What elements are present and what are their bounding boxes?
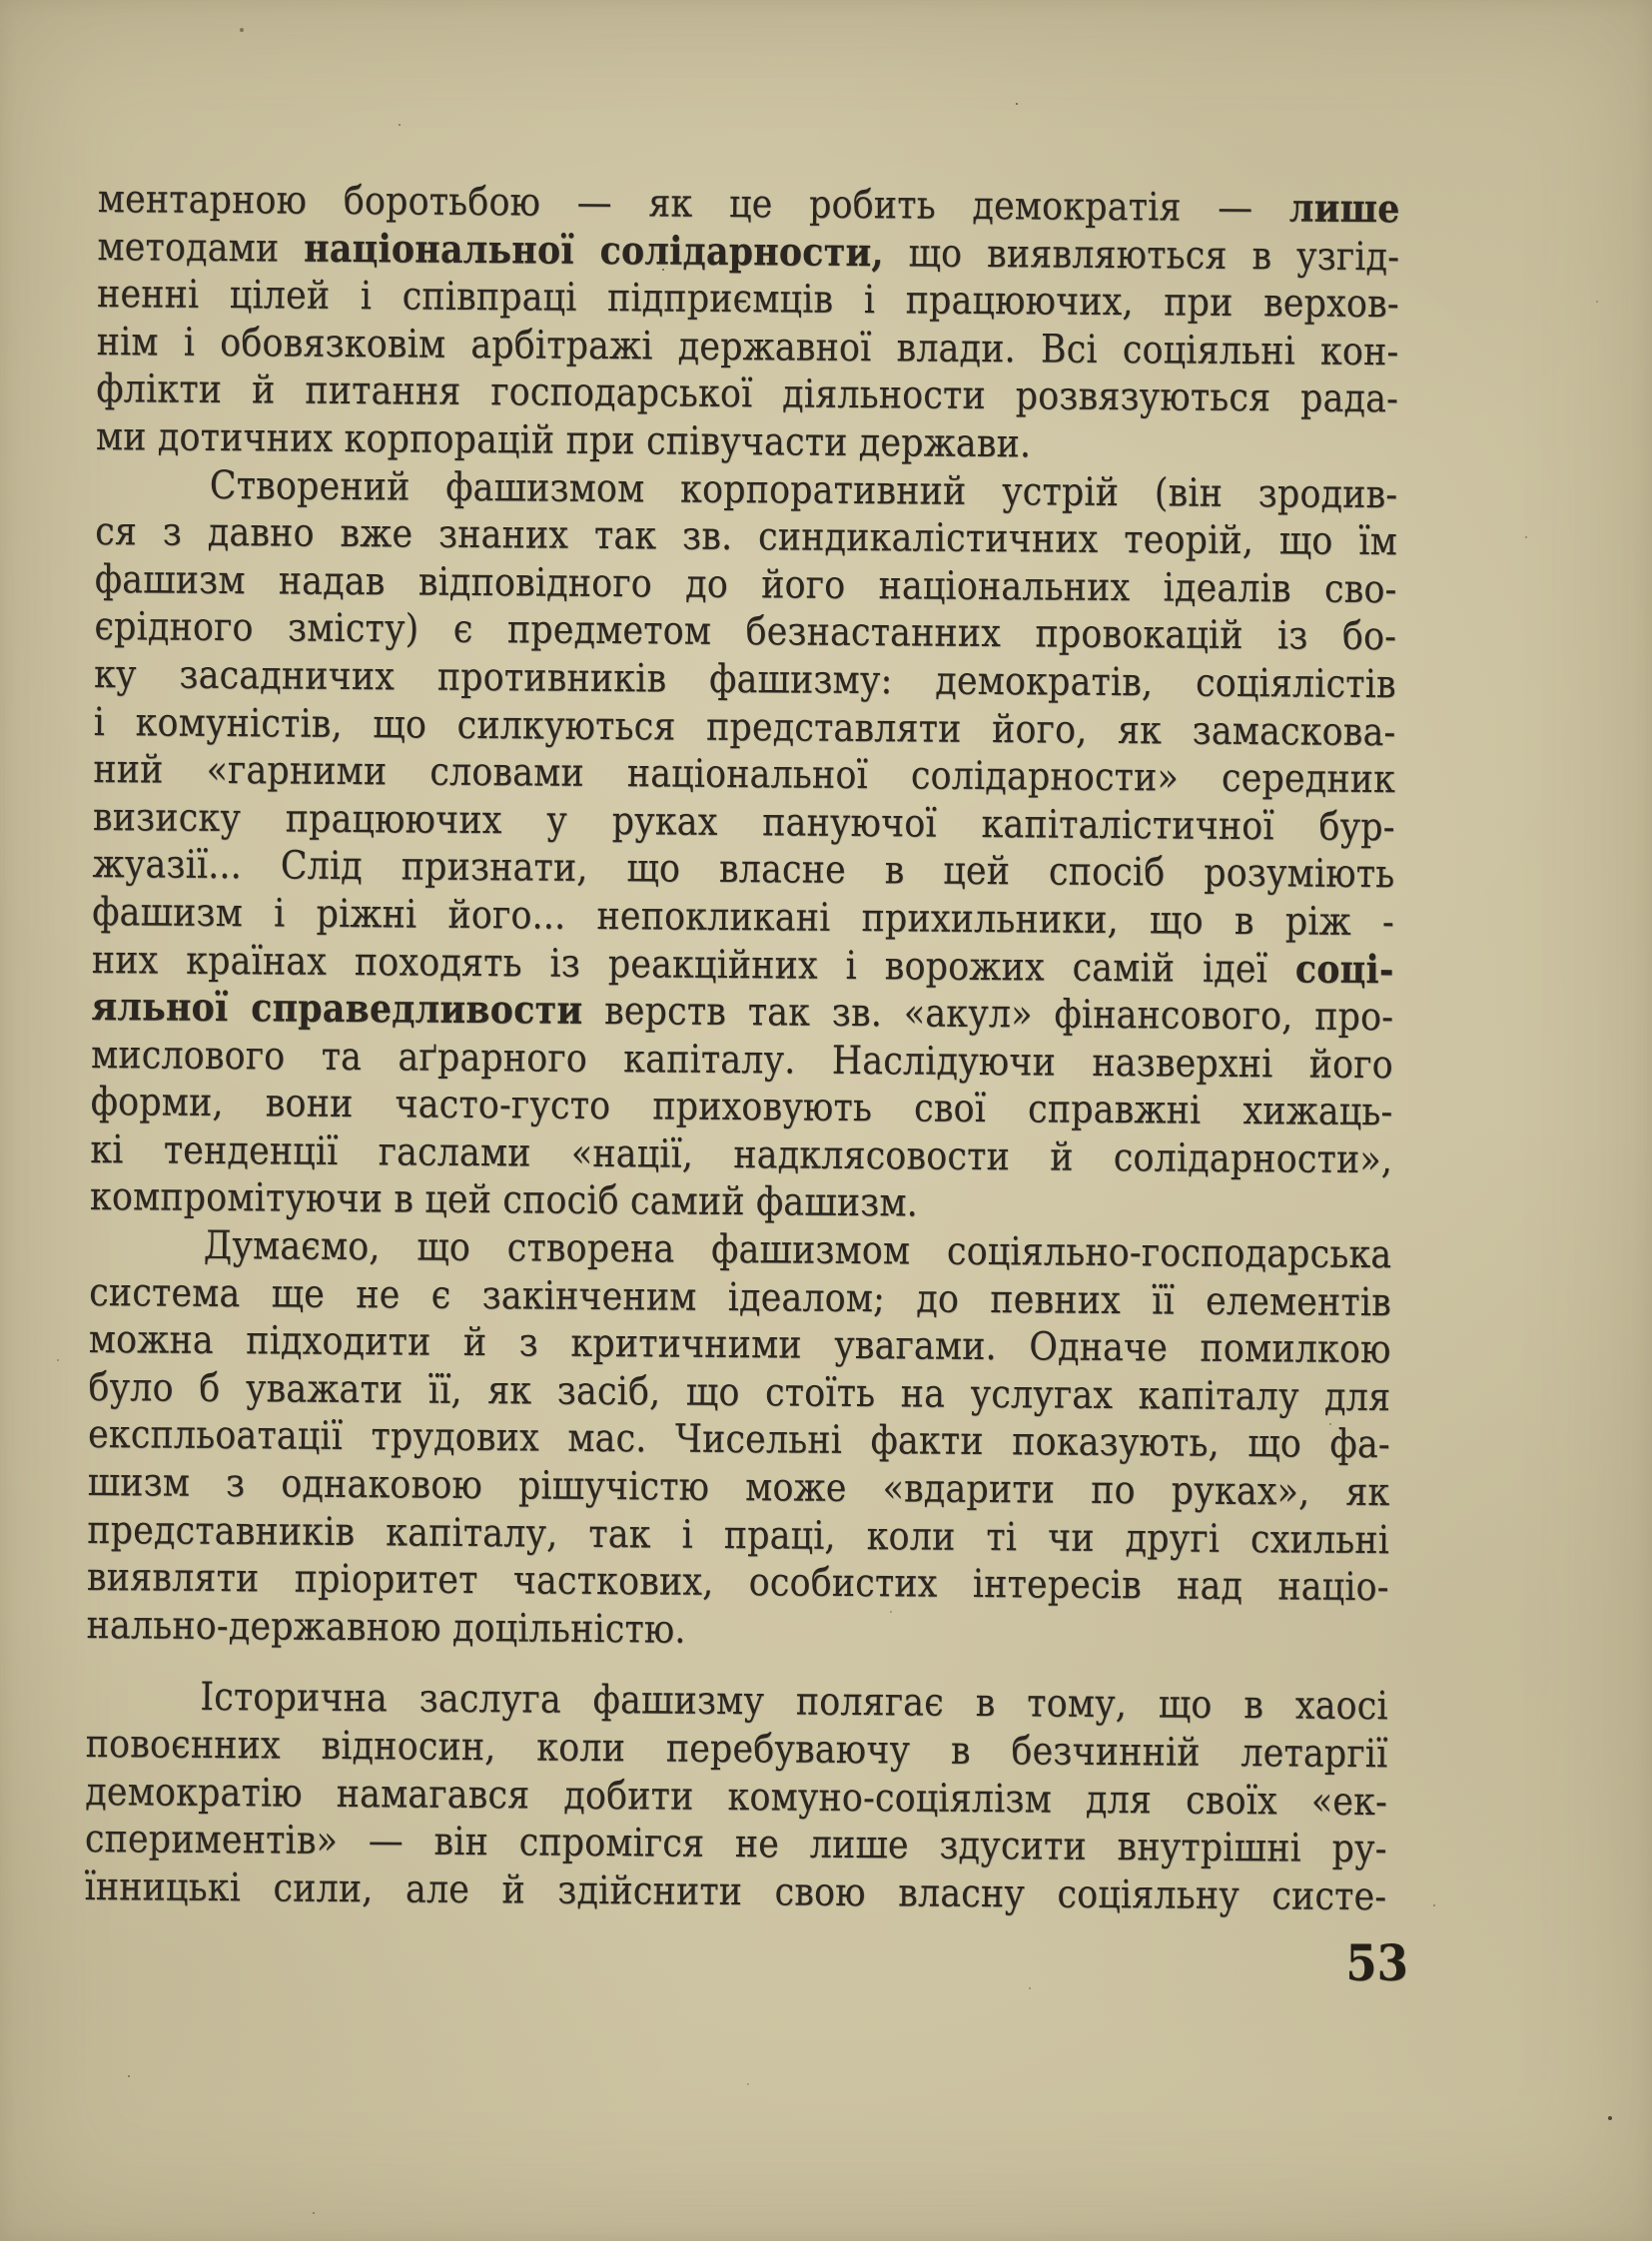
text-segment: виявляти пріоритет часткових, особистих інтересів над націо- (86, 1555, 1389, 1611)
paper-specks (0, 0, 4, 4)
paragraph (96, 176, 1400, 471)
text-segment: фашизм і ріжні його... непокликані прихильники, що в ріж - (92, 889, 1395, 946)
text-segment: ментарною боротьбою — як це робить демократія — (97, 176, 1290, 232)
text-segment: було б уважати її, як засіб, що стоїть на услугах капіталу для (88, 1364, 1391, 1421)
text-segment: мислового та аґрарного капіталу. Наслідуючи назверхні його (90, 1032, 1394, 1088)
text-segment: жуазії... Слід признати, що власне в цей спосіб розуміють (92, 842, 1395, 898)
text-segment: лише (1288, 185, 1400, 233)
body-text (84, 176, 1399, 1921)
text-segment: можна підходити й з критичними увагами. Одначе помилкою (88, 1317, 1391, 1373)
text-segment: форми, вони часто-густо приховують свої справжні хижаць- (90, 1080, 1393, 1135)
text-segment: що виявляються в узгід- (883, 230, 1400, 280)
text-segment: спериментів» — він спромігся не лише здусити внутрішні ру- (84, 1817, 1387, 1872)
text-segment: ку засадничих противників фашизму: демократів, соціялістів (93, 651, 1396, 708)
text-segment: шизм з однаковою рішучістю може «вдарити по руках», як (87, 1459, 1390, 1516)
text-segment: кі тенденції гаслами «нації, надклясовости й солідарности», (90, 1126, 1393, 1183)
text-segment: ми дотичних корпорацій при співучасти держави. (95, 413, 1032, 467)
text-segment: компромітуючи в цей спосіб самий фашизм. (89, 1174, 919, 1226)
paragraph (84, 1673, 1388, 1920)
text-segment: методами (97, 224, 305, 272)
text-line (84, 1864, 1386, 1921)
text-segment: національної солідарности, (303, 225, 884, 276)
text-segment: верств так зв. «акул» фінансового, про- (582, 988, 1394, 1041)
page-number: 53 (1345, 1933, 1408, 1992)
text-segment: Думаємо, що створена фашизмом соціяльно-господарська (203, 1222, 1392, 1278)
text-segment: соці- (1294, 945, 1394, 993)
text-segment: визиску працюючих у руках пануючої капіталістичної бур- (92, 794, 1395, 850)
text-segment: і комуністів, що силкуються представляти його, як замаскова- (93, 699, 1396, 755)
text-segment: єрідного змісту) є предметом безнастанних провокацій із бо- (94, 604, 1397, 660)
text-segment: яльної справедливости (91, 984, 583, 1034)
text-segment: експльоатації трудових мас. Чисельні факти показують, що фа- (87, 1412, 1391, 1468)
text-segment: демократію намагався добити комуно-соціялізм для своїх «ек- (85, 1769, 1388, 1825)
text-segment: ний «гарними словами національної солідарности» середник (93, 747, 1396, 803)
text-segment: флікти й питання господарської діяльности розвязуються рада- (96, 367, 1399, 422)
text-segment: Історична заслуга фашизму полягає в тому, що в хаосі (200, 1675, 1388, 1730)
paragraph (90, 461, 1398, 1232)
text-segment: представників капіталу, так і праці, коли ті чи другі схильні (87, 1507, 1390, 1563)
text-segment: ся з давно вже знаних так зв. синдикалістичних теорій, що їм (95, 509, 1398, 565)
text-segment: нім і обовязковім арбітражі державної влади. Всі соціяльні кон- (96, 319, 1399, 375)
text-segment: нально-державною доцільністю. (86, 1602, 686, 1653)
text-segment: повоєнних відносин, коли перебуваючу в безчинній летаргії (85, 1721, 1388, 1778)
text-segment: них країнах походять із реакційних і ворожих самій ідеї (91, 937, 1296, 992)
text-segment: фашизм надав відповідного до його національних ідеалів сво- (94, 556, 1397, 612)
text-segment: ненні цілей і співпраці підприємців і працюючих, при верхов- (96, 272, 1399, 328)
text-segment: система ще не є закінченим ідеалом; до певних її елементів (89, 1269, 1392, 1325)
text-segment: їнницькі сили, але й здійснити свою власну соціяльну систе- (84, 1864, 1387, 1919)
text-segment: Створений фашизмом корпоративний устрій (він зродив- (209, 462, 1398, 517)
paragraph (86, 1221, 1391, 1660)
